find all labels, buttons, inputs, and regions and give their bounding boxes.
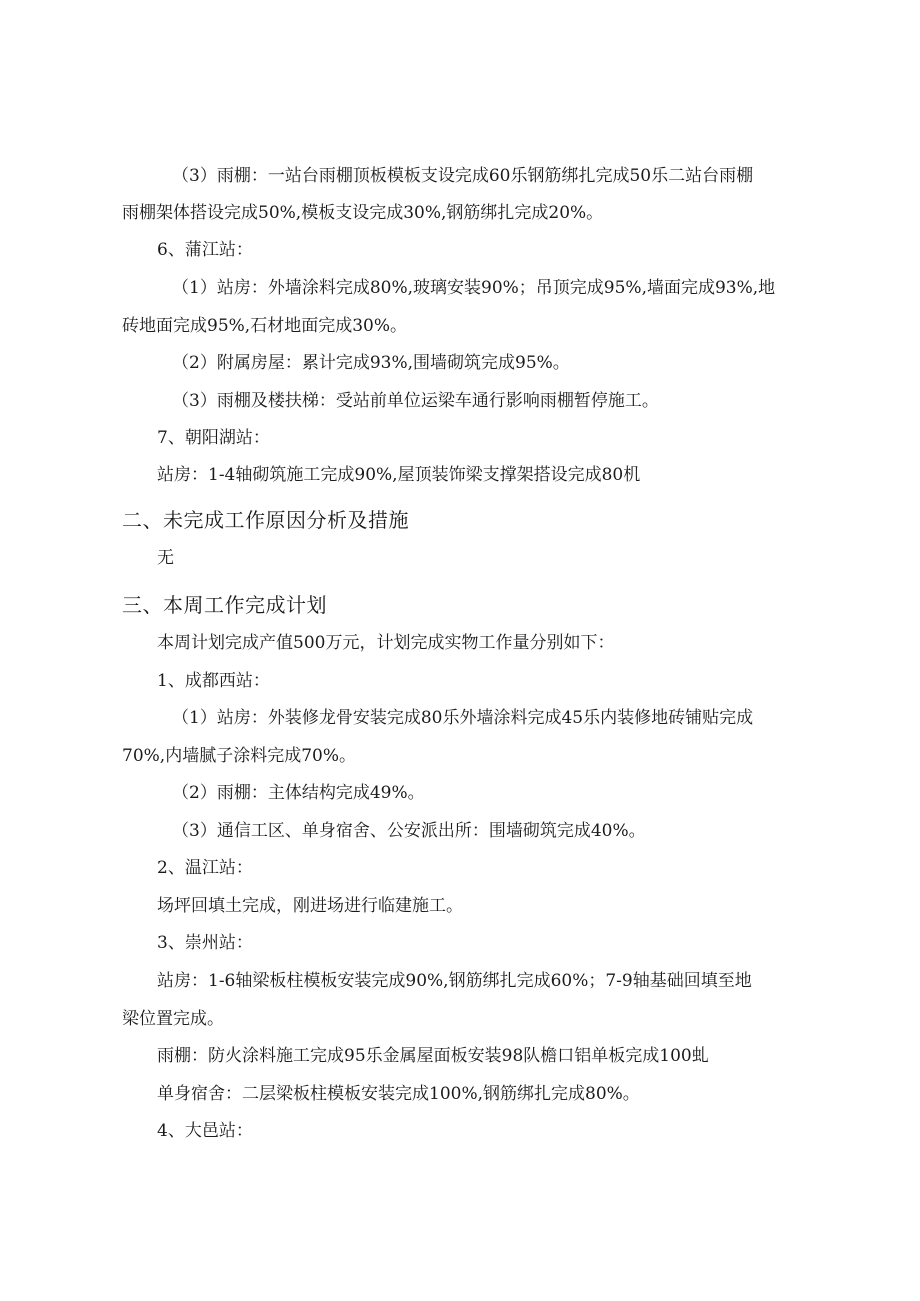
paragraph-line: 梁位置完成。 xyxy=(122,1009,224,1029)
section-item-title: 4、大邑站： xyxy=(157,1121,253,1141)
paragraph-line: （3）通信工区、单身宿舍、公安派出所：围墙砌筑完成40%。 xyxy=(172,821,646,841)
paragraph-line: 站房：1-4轴砌筑施工完成90%,屋顶装饰梁支撑架搭设完成80机 xyxy=(157,465,641,485)
paragraph-line: 雨棚架体搭设完成50%,模板支设完成30%,钢筋绑扎完成20%。 xyxy=(122,203,604,223)
section-item-title: 3、崇州站： xyxy=(157,933,253,953)
paragraph-line: 场坪回填土完成，刚进场进行临建施工。 xyxy=(157,896,463,916)
paragraph-line: （3）雨棚：一站台雨棚顶板模板支设完成60乐钢筋绑扎完成50乐二站台雨棚 xyxy=(172,166,754,186)
paragraph-line: （1）站房：外墙涂料完成80%,玻璃安装90%；吊顶完成95%,墙面完成93%,地 xyxy=(172,278,776,298)
paragraph-line: 单身宿舍：二层梁板柱模板安装完成100%,钢筋绑扎完成80%。 xyxy=(157,1084,640,1104)
section-item-title: 2、温江站： xyxy=(157,858,253,878)
paragraph-line: 雨棚：防火涂料施工完成95乐金属屋面板安装98队檐口铝单板完成100虬 xyxy=(157,1046,709,1066)
section-item-title: 6、蒲江站： xyxy=(157,240,253,260)
section-item-title: 1、成都西站： xyxy=(157,671,270,691)
paragraph-line: （2）附属房屋：累计完成93%,围墙砌筑完成95%。 xyxy=(172,353,570,373)
paragraph-line: 本周计划完成产值500万元，计划完成实物工作量分别如下： xyxy=(157,633,615,653)
paragraph-line: （2）雨棚：主体结构完成49%。 xyxy=(172,783,425,803)
paragraph-line: （1）站房：外装修龙骨安装完成80乐外墙涂料完成45乐内装修地砖铺贴完成 xyxy=(172,708,754,728)
section-heading: 三、本周工作完成计划 xyxy=(122,593,327,617)
paragraph-line: 70%,内墙腻子涂料完成70%。 xyxy=(122,746,356,766)
section-heading: 二、未完成工作原因分析及措施 xyxy=(122,508,409,532)
paragraph-line: （3）雨棚及楼扶梯：受站前单位运梁车通行影响雨棚暂停施工。 xyxy=(172,391,659,411)
section-item-title: 7、朝阳湖站： xyxy=(157,428,270,448)
paragraph-line: 砖地面完成95%,石材地面完成30%。 xyxy=(122,316,407,336)
paragraph-line: 无 xyxy=(157,548,174,568)
paragraph-line: 站房：1-6轴梁板柱模板安装完成90%,钢筋绑扎完成60%；7-9轴基础回填至地 xyxy=(157,971,752,991)
